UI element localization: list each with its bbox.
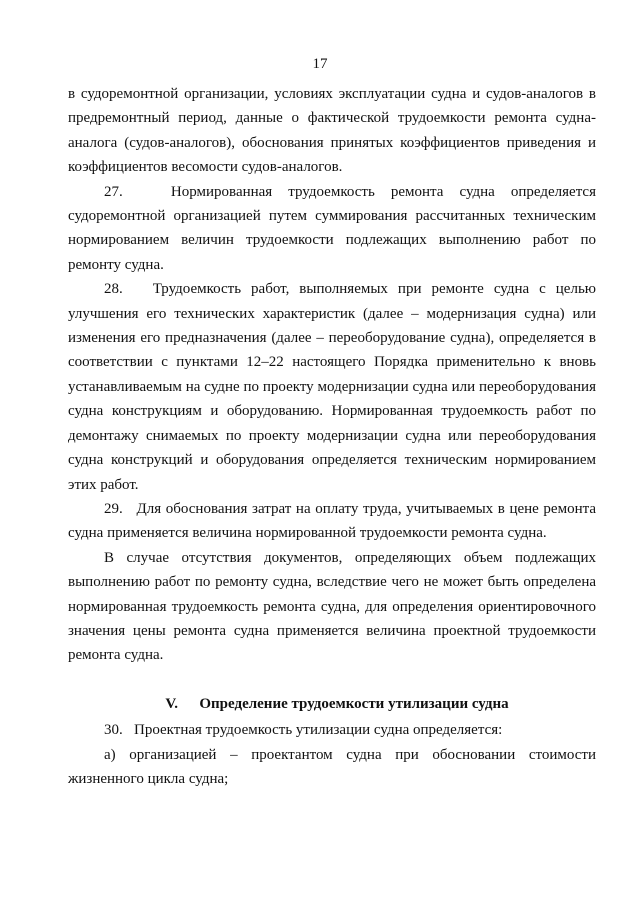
paragraph-28: 28. Трудоемкость работ, выполняемых при ремонте судна с целью улучшения его технических характеристик (далее – модернизация судна) или изменения его предназначения (далее – переоборудование судна), определяется в соответствии с пунктами 12–22 настоящего Порядка применительно к вновь устанавливаемым на судне по проекту модернизации судна или переоборудования судна конструкциям и оборудованию. Нормированная трудоемкость работ по демонтажу снимаемых по проекту модернизации судна или переоборудования судна конструкций и оборудования определяется техническим нормированием этих работ.: [68, 281, 596, 493]
section-heading: [68, 692, 596, 716]
section-number: V.: [165, 695, 179, 712]
page-number: 17: [312, 56, 328, 72]
paragraph-27: 27. Нормированная трудоемкость ремонта судна определяется судоремонтной организацией путем суммирования рассчитанных техническим нормированием величин трудоемкости подлежащих выполнению работ по ремонту судна.: [68, 183, 596, 273]
paragraph-29-continuation: В случае отсутствия документов, определяющих объем подлежащих выполнению работ по ремонту судна, вследствие чего не может быть определена нормированная трудоемкость ремонта судна, для определения ориентировочного значения цены ремонта судна применяется величина проектной трудоемкости ремонта судна.: [68, 549, 596, 664]
section-title: Определение трудоемкости утилизации судна: [199, 695, 509, 712]
paragraph-30a: а) организацией – проектантом судна при обосновании стоимости жизненного цикла судна;: [68, 746, 596, 787]
paragraph-29: 29. Для обоснования затрат на оплату труда, учитываемых в цене ремонта судна применяется величина нормированной трудоемкости ремонта судна.: [68, 500, 596, 542]
paragraph-intro: в судоремонтной организации, условиях эксплуатации судна и судов-аналогов в предремонтный период, данные о фактической трудоемкости ремонта судна-аналога (судов-аналогов), обоснования принятых коэффициентов приведения и коэффициентов весомости судов-аналогов.: [68, 86, 596, 176]
paragraph-30: 30. Проектная трудоемкость утилизации судна определяется:: [104, 722, 503, 739]
document-body: [68, 82, 596, 791]
